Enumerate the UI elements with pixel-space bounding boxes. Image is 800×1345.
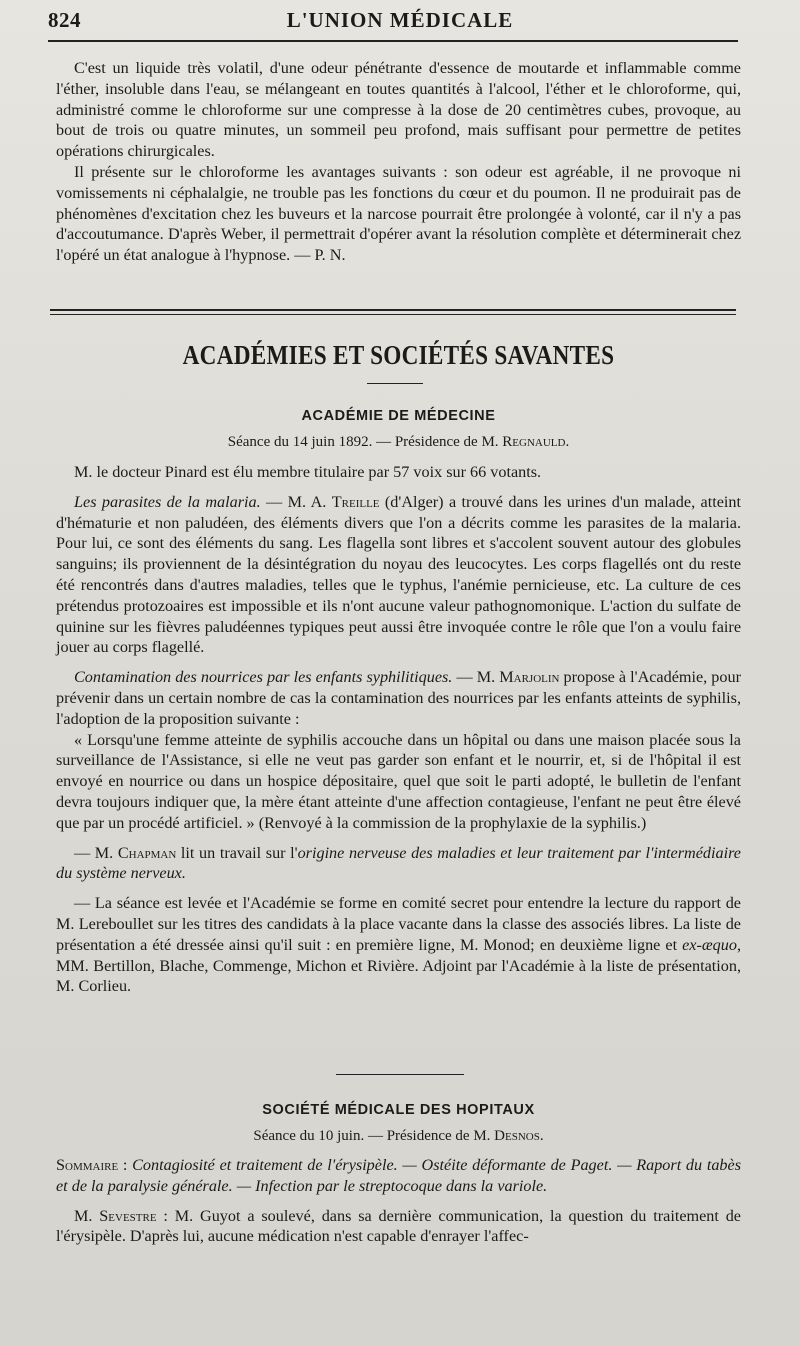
comite-paragraph xyxy=(56,893,741,997)
sommaire-label: Sommaire xyxy=(56,1156,119,1174)
contamination-sep: — M. xyxy=(452,668,500,687)
sevestre-paragraph xyxy=(56,1206,741,1248)
sevestre-text: : M. Guyot a soulevé, dans sa dernière communication, la question du traitement de l'érysipèle. D'après lui, aucune médication n'est capable d'enrayer l'affec- xyxy=(56,1206,741,1246)
intro-paragraph-1: C'est un liquide très volatil, d'une odeur pénétrante d'essence de moutarde et inflammable comme l'éther, insoluble dans l'eau, se mélangeant en toutes quantités à l'alcool, l'éther et le chloroforme, qui, administré comme le chloroforme sur une compresse à la dose de 20 centimètres cubes, provoque, au bout de trois ou quatre minutes, un sommeil peu profond, mais suffisant pour permettre de petites opérations chirurgicales. xyxy=(56,59,741,161)
header-rule xyxy=(48,40,738,42)
page-header xyxy=(48,8,752,36)
sevestre-author: M. Sevestre xyxy=(74,1206,157,1225)
page-number: 824 xyxy=(48,8,81,32)
section-title: ACADÉMIES ET SOCIÉTÉS SAVANTES xyxy=(182,340,615,370)
comite-exaequo: ex-æquo xyxy=(682,935,737,954)
academie-session xyxy=(56,434,741,451)
malaria-author: Treille xyxy=(331,492,380,511)
academie-session-end: . xyxy=(565,434,570,450)
contamination-title: Contamination des nourrices par les enfants syphilitiques. xyxy=(74,668,453,687)
academie-title: ACADÉMIE DE MÉDECINE xyxy=(301,408,496,424)
intro-paragraph-2: Il présente sur le chloroforme les avantages suivants : son odeur est agréable, il ne provoque ni vomissements ni céphalalgie, ne trouble pas les fonctions du cœur et du poumon. Il ne produirait pas de phénomènes d'excitation chez les buveurs et la narcose pourrait être prolongée à volonté, car il n'y a pas d'accoutumance. D'après Weber, il permettrait d'opérer avant la résolution complète et déterminerait chez l'opéré un état analogue à l'hypnose. — P. N. xyxy=(56,162,741,265)
societe-title: SOCIÉTÉ MÉDICALE DES HOPITAUX xyxy=(262,1102,535,1118)
malaria-text: (d'Alger) a trouvé dans les urines d'un malade, atteint d'hématurie et non paludéen, des éléments divers que l'on a décrits comme les parasites de la malaria. Pour lui, ce sont des éléments du sang. Les flagella sont libres et s'accolent souvent autour des globules sanguins; ils proviennent de la désintégration du noyau des leucocytes. Les corps flagellés ont du reste été rencontrés dans d'autres maladies, telles que le typhus, l'anémie pernicieuse, etc. La culture de ces prétendus protozoaires est impossible et ils n'ont aucune valeur pathognomonique. L'action du sulfate de quinine sur les fièvres paludéennes typiques peut aussi être invoquée contre le rôle que l'on a voulu faire jouer au corps flagellé. xyxy=(56,492,741,657)
sommaire-paragraph: Sommaire : Contagiosité et traitement de l'érysipèle. — Ostéite déformante de Paget. — Raport du tabès et de la paralysie générale. — Infection par le streptocoque dans la variole. xyxy=(56,1156,741,1195)
contamination-author: Marjolin xyxy=(499,668,560,687)
societe-president: Desnos xyxy=(494,1128,540,1144)
societe-text xyxy=(56,1155,741,1247)
contamination-paragraph xyxy=(56,667,741,729)
comite-text: — La séance est levée et l'Académie se forme en comité secret pour entendre la lecture du rapport de M. Lereboullet sur les titres des candidats à la place vacante dans la classe des associés libres. La liste de présentation a été dressée ainsi qu'il suit : en première ligne, M. Monod; en deuxième ligne et xyxy=(56,894,741,954)
sommaire-text: Contagiosité et traitement de l'érysipèle. — Ostéite déformante de Paget. — Raport du tabès et de la paralysie générale. — Infection par le streptocoque dans la variole. xyxy=(56,1156,741,1195)
comite-end: , MM. Bertillon, Blache, Commenge, Michon et Rivière. Adjoint par l'Académie à la liste de présentation, M. Corlieu. xyxy=(56,935,741,996)
chapman-paragraph xyxy=(56,843,741,885)
contamination-text: propose à l'Académie, pour prévenir dans un certain nombre de cas la contamination des nourrices par les enfants atteints de syphilis, l'adoption de la proposition suivante : xyxy=(56,668,741,728)
quote-paragraph: « Lorsqu'une femme atteinte de syphilis accouche dans un hôpital ou dans une maison placée sous la surveillance de l'Assistance, si elle ne veut pas garder son enfant et le nourrir, et, si de l'hôpital il est envoyé en nourrice ou dans un hospice dépositaire, quel que soit le parti adopté, le bulletin de l'enfant devra toujours indiquer que, la mère étant atteinte d'une affection contagieuse, l'enfant ne peut être élevé que par un procédé artificiel. » (Renvoyé à la commission de la prophylaxie de la syphilis.) xyxy=(56,730,741,832)
societe-session-end: . xyxy=(539,1128,544,1144)
societe-session-text: Séance du 10 juin. — Présidence de M. xyxy=(253,1128,495,1144)
malaria-paragraph xyxy=(56,492,741,658)
academie-president: Regnauld xyxy=(502,434,566,450)
intro-text xyxy=(56,58,741,266)
divider-rule xyxy=(336,1074,464,1075)
section-rule-bottom xyxy=(50,314,736,315)
academie-text xyxy=(56,462,741,997)
malaria-sep: — M. A. xyxy=(260,492,332,511)
section-rule-top xyxy=(50,309,736,311)
section-title-rule xyxy=(367,383,423,384)
malaria-title: Les parasites de la malaria. xyxy=(74,492,261,511)
running-title: L'UNION MÉDICALE xyxy=(286,8,514,32)
chapman-title: origine nerveuse des maladies et leur traitement par l'intermédiaire du système nerveux. xyxy=(56,843,741,883)
election-paragraph: M. le docteur Pinard est élu membre titulaire par 57 voix sur 66 votants. xyxy=(74,463,542,481)
academie-session-text: Séance du 14 juin 1892. — Présidence de M. xyxy=(227,434,503,450)
chapman-dash: — M. xyxy=(74,843,118,862)
societe-session xyxy=(56,1128,741,1145)
chapman-text: lit un travail sur l' xyxy=(176,843,298,862)
chapman-author: Chapman xyxy=(117,843,177,862)
